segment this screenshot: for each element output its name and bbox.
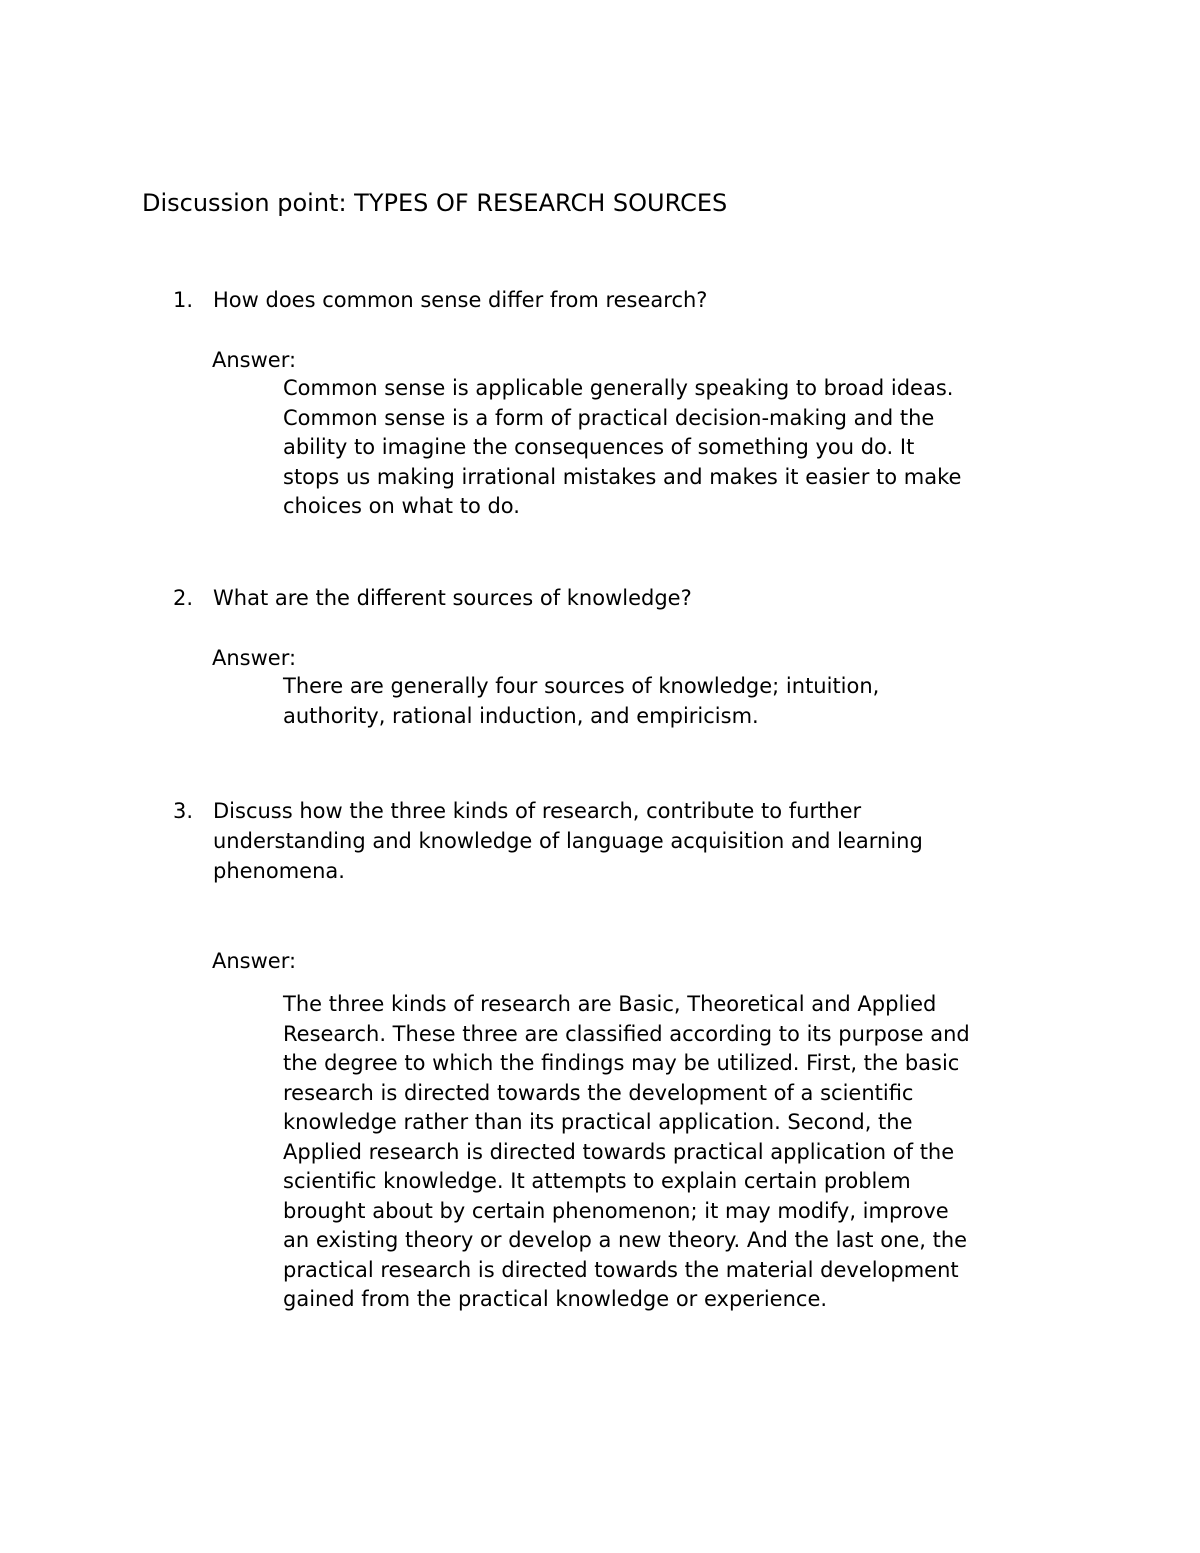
answer-1-line: choices on what to do. xyxy=(283,494,520,518)
question-3-line: Discuss how the three kinds of research, contribute to further xyxy=(213,799,862,823)
answer-3-label: Answer: xyxy=(212,949,297,973)
answer-3-line: The three kinds of research are Basic, Theoretical and Applied xyxy=(283,992,937,1016)
answer-3-line: practical research is directed towards the material development xyxy=(283,1257,959,1282)
answer-1-line: ability to imagine the consequences of something you do. It xyxy=(283,435,915,459)
question-3-text xyxy=(213,796,1073,886)
answer-2-text xyxy=(283,672,1073,731)
question-2-number: 2. xyxy=(173,586,194,610)
answer-3-text xyxy=(283,990,1073,1315)
answer-3-line: research is directed towards the development of a scientific xyxy=(283,1080,914,1105)
answer-1-line: Common sense is a form of practical decision-making and the xyxy=(283,405,935,430)
answer-3-line: the degree to which the findings may be utilized. First, the basic xyxy=(283,1051,960,1075)
answer-3-line: gained from the practical knowledge or experience. xyxy=(283,1287,828,1311)
question-2-line: What are the different sources of knowledge? xyxy=(213,586,692,610)
question-1-number: 1. xyxy=(173,288,194,312)
answer-1-line: stops us making irrational mistakes and makes it easier to make xyxy=(283,464,962,489)
answer-1-line: Common sense is applicable generally speaking to broad ideas. xyxy=(283,376,954,400)
answer-3-line: Research. These three are classified according to its purpose and xyxy=(283,1021,970,1046)
answer-1-label: Answer: xyxy=(212,348,297,372)
answer-2-line: authority, rational induction, and empiricism. xyxy=(283,703,759,728)
question-1-text xyxy=(213,285,1073,315)
answer-3-line: scientific knowledge. It attempts to explain certain problem xyxy=(283,1169,911,1193)
question-3-line: understanding and knowledge of language acquisition and learning xyxy=(213,829,923,853)
answer-1-text xyxy=(283,374,1073,522)
answer-3-line: brought about by certain phenomenon; it may modify, improve xyxy=(283,1198,949,1223)
answer-2-line: There are generally four sources of knowledge; intuition, xyxy=(283,674,880,698)
question-3-line: phenomena. xyxy=(213,859,345,883)
answer-3-line: knowledge rather than its practical application. Second, the xyxy=(283,1110,913,1134)
question-3-number: 3. xyxy=(173,799,194,823)
document-title: Discussion point: TYPES OF RESEARCH SOURCES xyxy=(142,189,728,217)
answer-2-label: Answer: xyxy=(212,646,297,670)
answer-3-line: an existing theory or develop a new theory. And the last one, the xyxy=(283,1228,968,1252)
question-2-text xyxy=(213,583,1073,613)
question-1-line: How does common sense differ from research? xyxy=(213,288,708,312)
answer-3-line: Applied research is directed towards practical application of the xyxy=(283,1139,955,1164)
